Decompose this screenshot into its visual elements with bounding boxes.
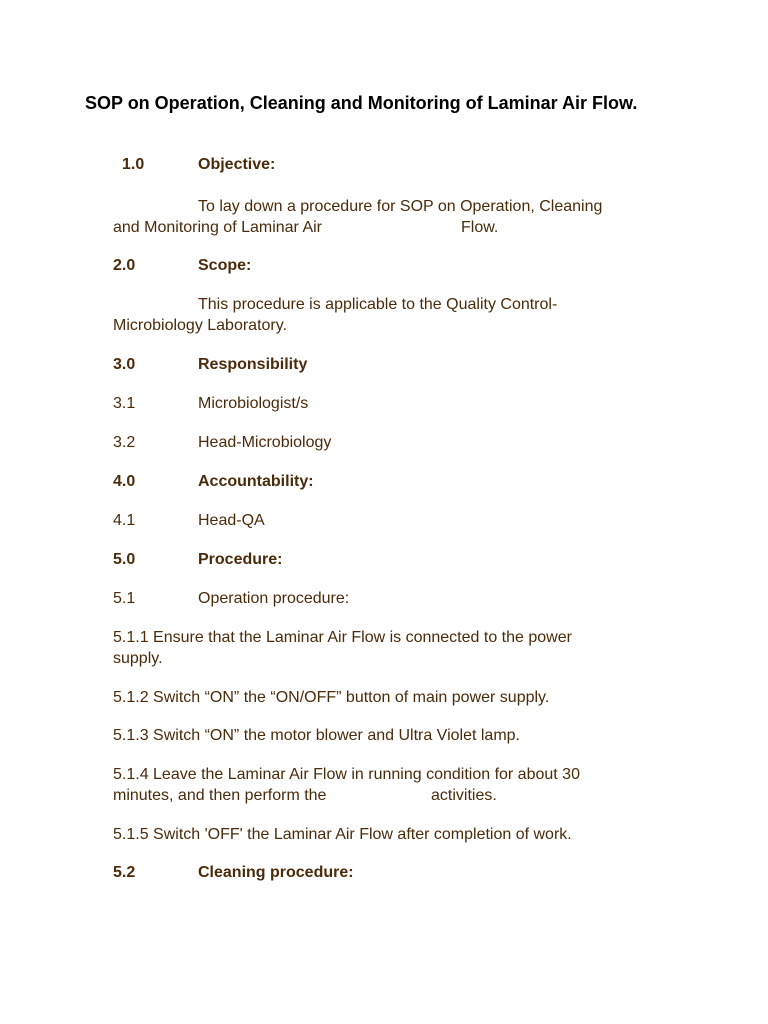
item-text-5-1: Operation procedure: xyxy=(198,590,350,607)
section-heading-procedure: Procedure: xyxy=(198,551,283,568)
item-text-3-1: Microbiologist/s xyxy=(198,395,309,412)
item-number-4-1: 4.1 xyxy=(113,512,136,529)
step-5-1-1-line-1: 5.1.1 Ensure that the Laminar Air Flow is connected to the power xyxy=(113,629,572,646)
step-5-1-4-line-2a: minutes, and then perform the xyxy=(113,787,327,804)
scope-text-line-2: Microbiology Laboratory. xyxy=(113,317,288,334)
item-text-4-1: Head-QA xyxy=(198,512,265,529)
objective-text-line-2a: and Monitoring of Laminar Air xyxy=(113,219,322,236)
section-number-procedure: 5.0 xyxy=(113,551,136,568)
section-heading-objective: Objective: xyxy=(198,156,276,173)
section-number-responsibility: 3.0 xyxy=(113,356,136,373)
step-5-1-1-line-2: supply. xyxy=(113,650,163,667)
document-title: SOP on Operation, Cleaning and Monitoring of Laminar Air Flow. xyxy=(85,93,638,113)
section-heading-scope: Scope: xyxy=(198,257,252,274)
objective-text-line-2b: Flow. xyxy=(461,219,499,236)
step-5-1-5: 5.1.5 Switch 'OFF' the Laminar Air Flow after completion of work. xyxy=(113,826,572,843)
step-5-1-2: 5.1.2 Switch “ON” the “ON/OFF” button of main power supply. xyxy=(113,689,550,706)
item-number-3-1: 3.1 xyxy=(113,395,136,412)
step-5-1-4-line-1: 5.1.4 Leave the Laminar Air Flow in running condition for about 30 xyxy=(113,766,580,783)
section-number-scope: 2.0 xyxy=(113,257,136,274)
item-number-5-2: 5.2 xyxy=(113,864,136,881)
scope-text-line-1: This procedure is applicable to the Quality Control- xyxy=(198,296,558,313)
item-number-5-1: 5.1 xyxy=(113,590,136,607)
item-heading-5-2: Cleaning procedure: xyxy=(198,864,354,881)
section-heading-responsibility: Responsibility xyxy=(198,356,308,373)
section-number-objective: 1.0 xyxy=(122,156,145,173)
item-number-3-2: 3.2 xyxy=(113,434,136,451)
section-number-accountability: 4.0 xyxy=(113,473,136,490)
step-5-1-3: 5.1.3 Switch “ON” the motor blower and Ultra Violet lamp. xyxy=(113,727,520,744)
objective-text-line-1: To lay down a procedure for SOP on Operation, Cleaning xyxy=(198,198,603,215)
item-text-3-2: Head-Microbiology xyxy=(198,434,332,451)
section-heading-accountability: Accountability: xyxy=(198,473,314,490)
step-5-1-4-line-2b: activities. xyxy=(431,787,497,804)
